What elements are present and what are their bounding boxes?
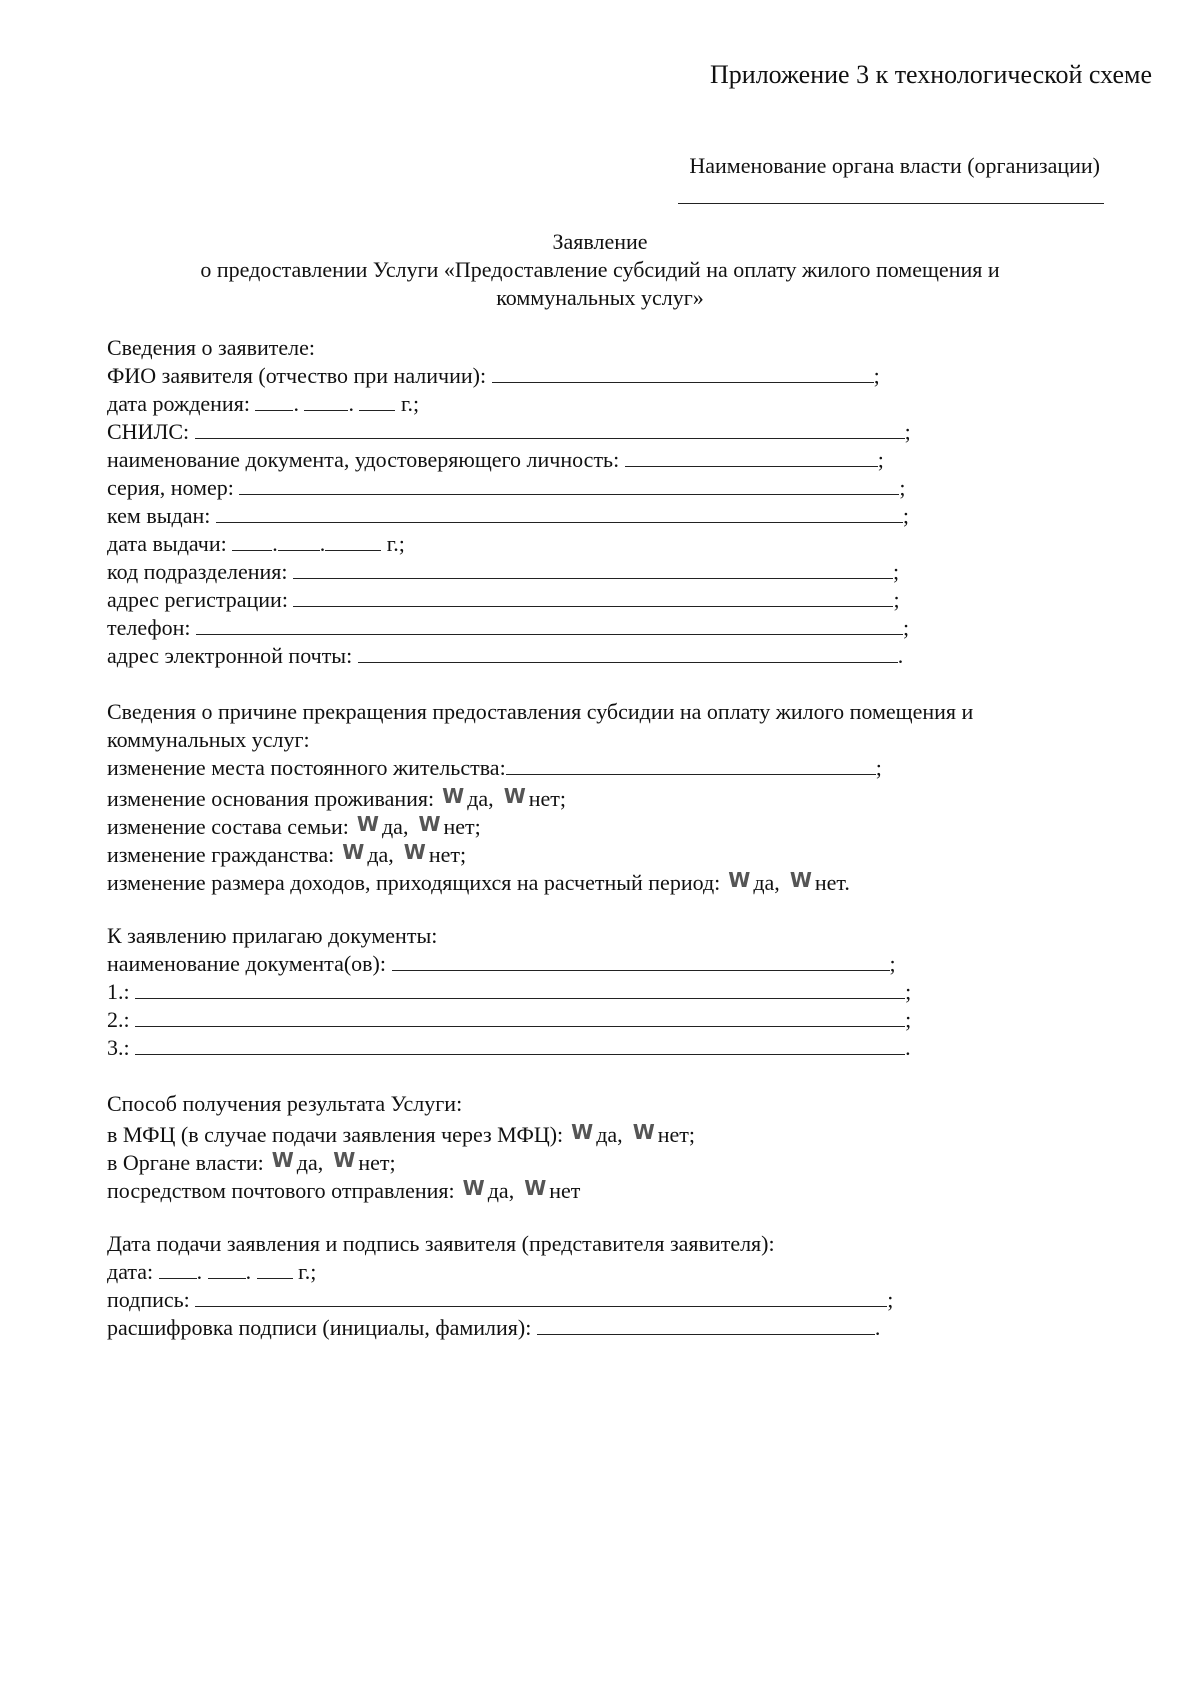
basis-no-checkbox-icon[interactable]: W bbox=[503, 784, 525, 808]
attachment-3-field[interactable] bbox=[135, 1034, 905, 1055]
sign-year-field[interactable] bbox=[257, 1258, 293, 1279]
basis-yes-checkbox-icon[interactable]: W bbox=[442, 784, 464, 808]
family-no-checkbox-icon[interactable]: W bbox=[418, 812, 440, 836]
id-doc-row: наименование документа, удостоверяющего личность: ; bbox=[107, 447, 884, 472]
signature-heading: Дата подачи заявления и подпись заявителя (представителя заявителя): bbox=[107, 1231, 775, 1256]
sign-month-field[interactable] bbox=[208, 1258, 246, 1279]
title-line-3: коммунальных услуг» bbox=[496, 285, 704, 310]
citizenship-no-checkbox-icon[interactable]: W bbox=[403, 840, 425, 864]
authority-row: в Органе власти: W да, W нет; bbox=[107, 1148, 396, 1175]
family-yes-checkbox-icon[interactable]: W bbox=[356, 812, 378, 836]
birth-day-field[interactable] bbox=[255, 390, 293, 411]
doc-names-row: наименование документа(ов): ; bbox=[107, 951, 896, 976]
issue-day-field[interactable] bbox=[232, 530, 272, 551]
attachment-2-field[interactable] bbox=[135, 1006, 905, 1027]
phone-field[interactable] bbox=[196, 614, 903, 635]
snils-row: СНИЛС: ; bbox=[107, 419, 911, 444]
title-line-1: Заявление bbox=[552, 229, 648, 254]
series-number-field[interactable] bbox=[239, 474, 899, 495]
authority-no-checkbox-icon[interactable]: W bbox=[333, 1148, 355, 1172]
post-row: посредством почтового отправления: W да, W нет bbox=[107, 1176, 581, 1203]
doc-names-field[interactable] bbox=[392, 950, 890, 971]
issued-by-row: кем выдан: ; bbox=[107, 503, 909, 528]
applicant-heading: Сведения о заявителе: bbox=[107, 335, 316, 360]
series-row: серия, номер: ; bbox=[107, 475, 906, 500]
id-doc-field[interactable] bbox=[625, 446, 878, 467]
sign-day-field[interactable] bbox=[159, 1258, 197, 1279]
issue-year-field[interactable] bbox=[325, 530, 381, 551]
attachment-row: 1.: ; bbox=[107, 979, 912, 1004]
birth-month-field[interactable] bbox=[304, 390, 348, 411]
basis-row: изменение основания проживания: W да, W нет; bbox=[107, 784, 567, 811]
birth-date-row: дата рождения: . . г.; bbox=[107, 391, 420, 416]
attachment-1-field[interactable] bbox=[135, 978, 905, 999]
post-no-checkbox-icon[interactable]: W bbox=[524, 1176, 546, 1200]
residence-field[interactable] bbox=[506, 754, 876, 775]
signature-field[interactable] bbox=[195, 1286, 887, 1307]
issued-by-field[interactable] bbox=[216, 502, 903, 523]
reg-address-row: адрес регистрации: ; bbox=[107, 587, 900, 612]
fio-field[interactable] bbox=[492, 362, 874, 383]
reason-heading-2: коммунальных услуг: bbox=[107, 727, 310, 752]
phone-row: телефон: ; bbox=[107, 615, 910, 640]
family-row: изменение состава семьи: W да, W нет; bbox=[107, 812, 481, 839]
income-yes-checkbox-icon[interactable]: W bbox=[728, 868, 750, 892]
snils-field[interactable] bbox=[195, 418, 905, 439]
attachment-row: 2.: ; bbox=[107, 1007, 912, 1032]
issue-month-field[interactable] bbox=[278, 530, 320, 551]
mfc-no-checkbox-icon[interactable]: W bbox=[632, 1120, 654, 1144]
fio-row: ФИО заявителя (отчество при наличии): ; bbox=[107, 363, 880, 388]
post-yes-checkbox-icon[interactable]: W bbox=[462, 1176, 484, 1200]
appendix-label: Приложение 3 к технологической схеме bbox=[710, 60, 1152, 89]
reg-address-field[interactable] bbox=[293, 586, 893, 607]
birth-year-field[interactable] bbox=[359, 390, 395, 411]
income-row: изменение размера доходов, приходящихся на расчетный период: W да, W нет. bbox=[107, 868, 850, 895]
attachment-row: 3.: . bbox=[107, 1035, 911, 1060]
sign-date-row: дата: . . г.; bbox=[107, 1259, 317, 1284]
sign-row: подпись: ; bbox=[107, 1287, 894, 1312]
organization-field[interactable] bbox=[678, 203, 1104, 204]
reason-heading: Сведения о причине прекращения предоставления субсидии на оплату жилого помещения и bbox=[107, 699, 974, 724]
sign-decode-row: расшифровка подписи (инициалы, фамилия): . bbox=[107, 1315, 881, 1340]
citizenship-row: изменение гражданства: W да, W нет; bbox=[107, 840, 467, 867]
authority-yes-checkbox-icon[interactable]: W bbox=[271, 1148, 293, 1172]
result-heading: Способ получения результата Услуги: bbox=[107, 1091, 463, 1116]
issue-date-row: дата выдачи: . . г.; bbox=[107, 531, 405, 556]
residence-row: изменение места постоянного жительства: ; bbox=[107, 755, 882, 780]
title-line-2: о предоставлении Услуги «Предоставление субсидий на оплату жилого помещения и bbox=[200, 257, 1000, 282]
unit-code-field[interactable] bbox=[293, 558, 893, 579]
attachments-heading: К заявлению прилагаю документы: bbox=[107, 923, 438, 948]
document-title bbox=[0, 228, 1200, 312]
form-body bbox=[107, 334, 973, 1342]
mfc-yes-checkbox-icon[interactable]: W bbox=[571, 1120, 593, 1144]
income-no-checkbox-icon[interactable]: W bbox=[789, 868, 811, 892]
mfc-row: в МФЦ (в случае подачи заявления через МФЦ): W да, W нет; bbox=[107, 1120, 696, 1147]
signature-decode-field[interactable] bbox=[537, 1314, 875, 1335]
unit-code-row: код подразделения: ; bbox=[107, 559, 900, 584]
email-row: адрес электронной почты: . bbox=[107, 643, 904, 668]
organization-label: Наименование органа власти (организации) bbox=[689, 153, 1100, 178]
citizenship-yes-checkbox-icon[interactable]: W bbox=[342, 840, 364, 864]
email-field[interactable] bbox=[358, 642, 898, 663]
